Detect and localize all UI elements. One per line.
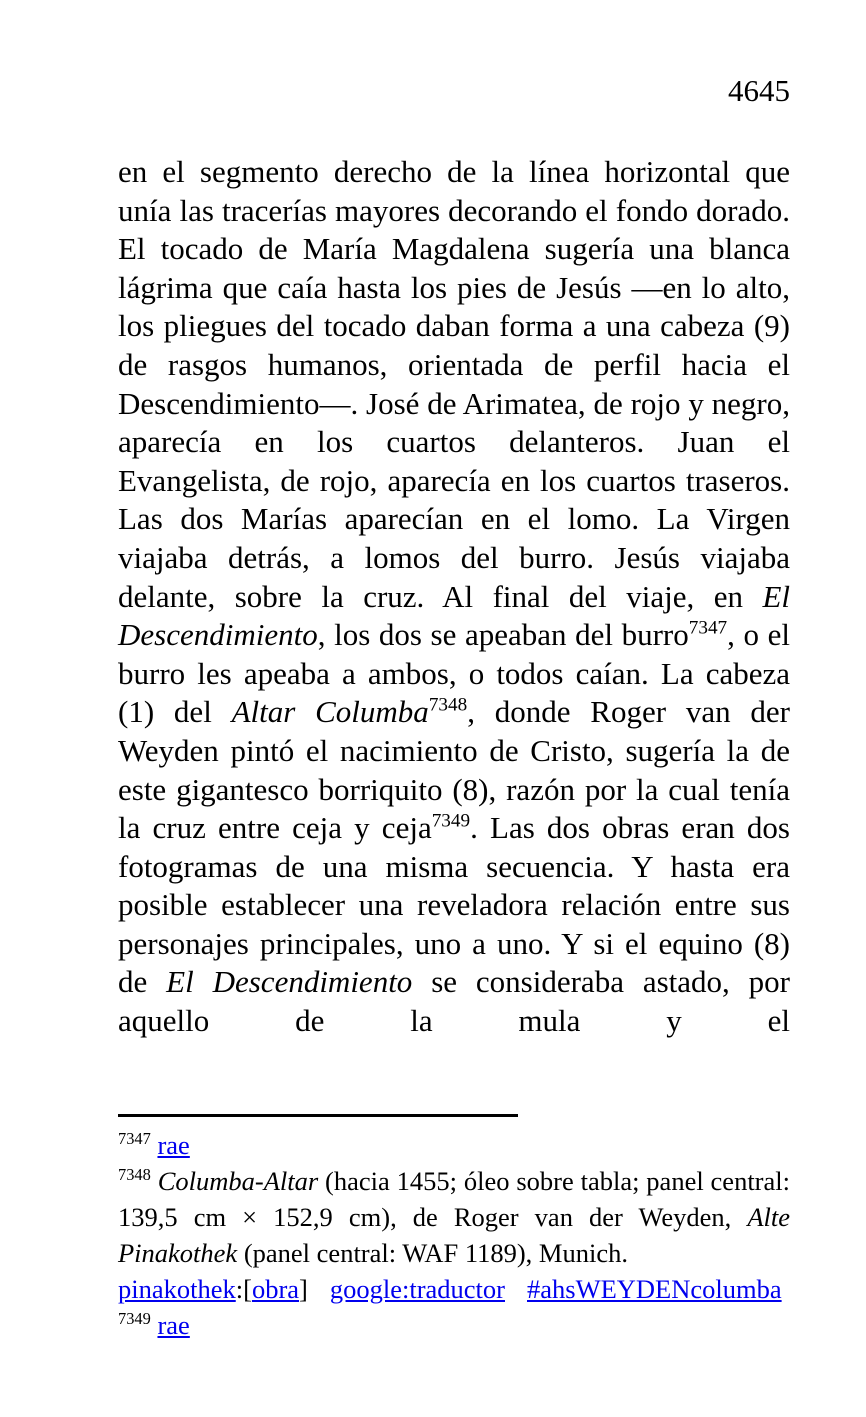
footnote-ref: 7349 — [431, 810, 471, 832]
footnote-ref: 7348 — [428, 694, 468, 716]
footnote-ref: 7348 — [118, 1165, 151, 1185]
text-run: , o el burro les apeaba a ambos, o todos caían. La cabeza (1) del — [118, 617, 790, 730]
italic-text: El Descendimiento — [166, 964, 413, 1000]
footnote-ref: 7347 — [118, 1129, 151, 1149]
italic-text: Columba-Altar — [157, 1166, 319, 1196]
text-run: (panel central: WAF 1189), Munich. — [237, 1238, 628, 1268]
text-run: ] — [299, 1274, 308, 1304]
ahs-weyden-columba-link[interactable]: #ahsWEYDENcolumba — [527, 1274, 782, 1304]
body-paragraph — [118, 153, 790, 1041]
footnote-separator — [118, 1114, 518, 1117]
pinakothek-link[interactable]: pinakothek — [118, 1274, 236, 1304]
italic-text: El Descendimiento — [118, 578, 790, 653]
page-number: 4645 — [728, 73, 790, 108]
text-run: en el segmento derecho de la línea horizontal que unía las tracerías mayores decorando el fondo dorado. El tocado de María Magdalena sugería una blanca lágrima que caía hasta los pies de Jesús —en lo alto, los pliegues del tocado daban forma a una cabeza (9) de rasgos humanos, orientada de perfil hacia el Descendimiento—. José de Arimatea, de rojo y negro, aparecía en los cuartos delanteros. Juan el Evangelista, de rojo, aparecía en los cuartos traseros. Las dos Marías aparecían en el lomo. La Virgen viajaba detrás, a lomos del burro. Jesús viajaba delante, sobre la cruz. Al final del viaje, en — [118, 154, 790, 614]
rae-link-7347[interactable]: rae — [157, 1130, 190, 1160]
footnote-7348 — [118, 1163, 790, 1307]
google-traductor-link[interactable]: google:traductor — [329, 1274, 505, 1304]
rae-link-7349[interactable]: rae — [157, 1310, 190, 1340]
italic-text: Alte Pinakothek — [118, 1202, 790, 1268]
footnote-7347 — [118, 1127, 790, 1163]
footnotes-section — [118, 1127, 790, 1343]
footnote-ref: 7349 — [118, 1309, 151, 1329]
text-run: . Las dos obras eran dos fotogramas de una misma secuencia. Y hasta era posible establecer una reveladora relación entre sus personajes principales, uno a uno. Y si el equino (8) de — [118, 810, 790, 1000]
text-run — [151, 1166, 158, 1196]
footnote-7349 — [118, 1307, 790, 1343]
text-run: , donde Roger van der Weyden pintó el nacimiento de Cristo, sugería la de este gigantesco borriquito (8), razón por la cual tenía la cruz entre ceja y ceja — [118, 694, 790, 846]
text-run: :[ — [235, 1274, 252, 1304]
text-run: se consideraba astado, por aquello de la mula y el — [118, 964, 790, 1039]
italic-text: Altar Columba — [231, 694, 429, 730]
obra-link[interactable]: obra — [251, 1274, 300, 1304]
footnote-ref: 7347 — [688, 617, 728, 639]
text-run: (hacia 1455; óleo sobre tabla; panel central: 139,5 cm × 152,9 cm), de Roger van der Weyden, — [118, 1166, 790, 1232]
text-run: , los dos se apeaban del burro — [317, 617, 689, 653]
